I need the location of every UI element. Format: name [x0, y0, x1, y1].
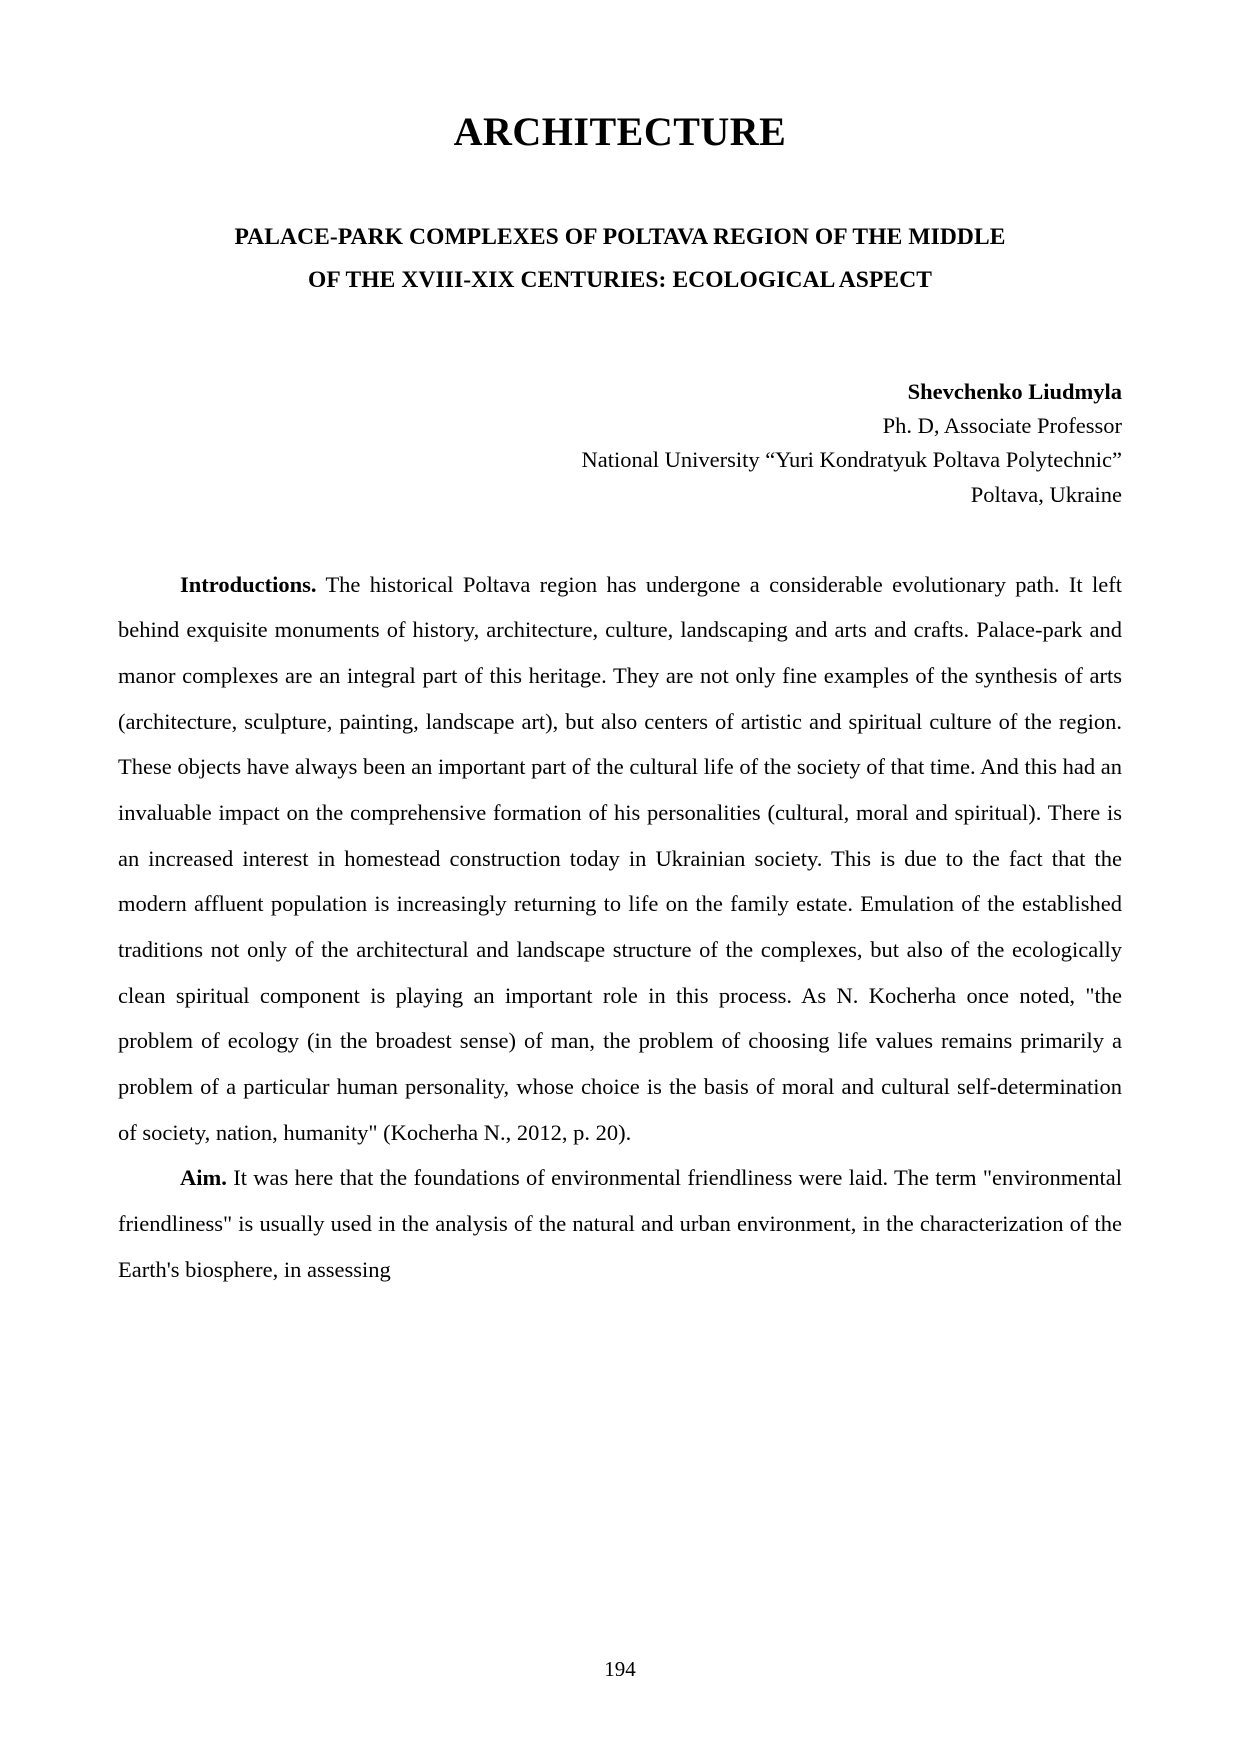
paragraph-lead: Introductions. [180, 571, 317, 597]
article-title-line-1: PALACE-PARK COMPLEXES OF POLTAVA REGION OF THE MIDDLE [234, 224, 1006, 250]
page-number: 194 [604, 1657, 636, 1681]
paragraph-aim [118, 1155, 1122, 1292]
section-heading: ARCHITECTURE [453, 109, 787, 154]
author-name: Shevchenko Liudmyla [907, 378, 1122, 404]
author-degree: Ph. D, Associate Professor [882, 413, 1122, 439]
author-affiliation: National University “Yuri Kondratyuk Poltava Polytechnic” [581, 447, 1122, 473]
paragraph-introductions [118, 562, 1122, 1156]
paragraph-body: It was here that the foundations of environmental friendliness were laid. The term "environmental friendliness" is usually used in the analysis of the natural and urban environment, in the characterization of the Earth's biosphere, in assessing [118, 1165, 1122, 1282]
author-location: Poltava, Ukraine [970, 481, 1122, 507]
article-title [118, 216, 1122, 303]
body-text [118, 562, 1122, 1293]
paragraph-body: The historical Poltava region has undergone a considerable evolutionary path. It left behind exquisite monuments of history, architecture, culture, landscaping and arts and crafts. Palace-park and manor complexes are an integral part of this heritage. They are not only fine examples of the synthesis of arts (architecture, sculpture, painting, landscape art), but also centers of artistic and spiritual culture of the region. These objects have always been an important part of the cultural life of the society of that time. And this had an invaluable impact on the comprehensive formation of his personalities (cultural, moral and spiritual). There is an increased interest in homestead construction today in Ukrainian society. This is due to the fact that the modern affluent population is increasingly returning to life on the family estate. Emulation of the established traditions not only of the architectural and landscape structure of the complexes, but also of the ecologically clean spiritual component is playing an important role in this process. As N. Kocherha once noted, "the problem of ecology (in the broadest sense) of man, the problem of choosing life values remains primarily a problem of a particular human personality, whose choice is the basis of moral and cultural self-determination of society, nation, humanity" (Kocherha N., 2012, p. 20). [118, 571, 1122, 1145]
article-title-line-2: OF THE XVIII-XIX CENTURIES: ECOLOGICAL ASPECT [307, 267, 933, 294]
author-block [118, 375, 1122, 512]
paragraph-lead: Aim. [180, 1165, 227, 1191]
